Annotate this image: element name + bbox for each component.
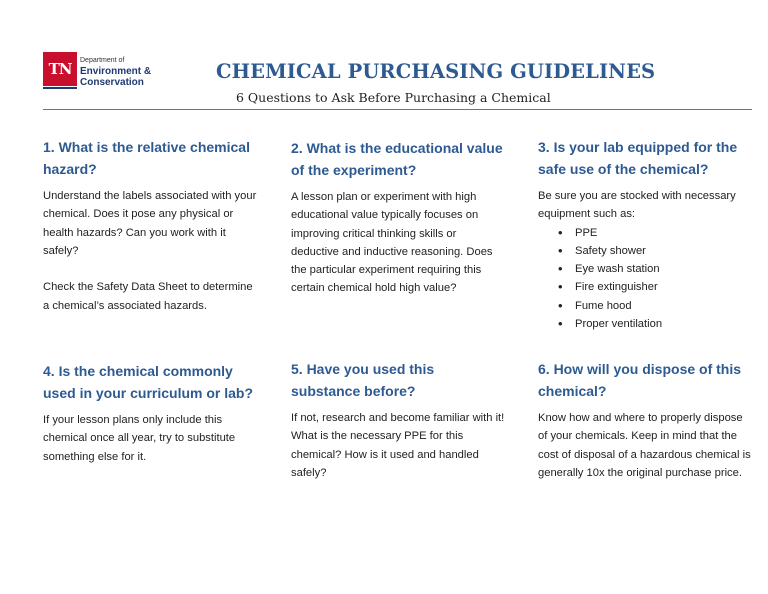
section-relative-hazard <box>43 137 258 315</box>
list-item: • Fire extinguisher <box>558 278 753 296</box>
section-text: Be sure you are stocked with necessary equipment such as: <box>538 190 736 221</box>
section-disposal <box>538 359 753 482</box>
list-item: • Eye wash station <box>558 260 753 278</box>
header-divider <box>43 109 752 110</box>
logo-conservation-text: Conservation <box>80 77 144 88</box>
section-text: Know how and where to properly dispose of your chemicals. Keep in mind that the cost of disposal of a hazardous chemical is generally 10x the original purchase price. <box>538 412 751 479</box>
section-heading: 6. How will you dispose of this chemical? <box>538 361 742 399</box>
logo-environment-text: Environment & <box>80 66 152 77</box>
section-heading: 1. What is the relative chemical hazard? <box>43 139 250 177</box>
section-used-before <box>291 359 506 482</box>
section-text: If your lesson plans only include this chemical once all year, try to substitute something else for it. <box>43 414 236 463</box>
logo-underline <box>43 87 77 89</box>
section-text: If not, research and become familiar with it! What is the necessary PPE for this chemical? How is it used and handled safely? <box>291 412 505 479</box>
list-item: • Safety shower <box>558 242 753 260</box>
section-text: Understand the labels associated with your chemical. Does it pose any physical or health hazards? Can you work with it safely? <box>43 190 257 257</box>
equipment-list <box>538 224 753 334</box>
section-text: A lesson plan or experiment with high educational value typically focuses on improving critical thinking skills or deductive and inductive reasoning. Does the particular experiment requiring this certain chemical hold high value? <box>291 191 493 295</box>
page-title: CHEMICAL PURCHASING GUIDELINES <box>216 60 656 83</box>
logo-department-text: Department of <box>80 57 125 64</box>
page-subtitle: 6 Questions to Ask Before Purchasing a Chemical <box>236 90 551 105</box>
section-heading: 5. Have you used this substance before? <box>291 361 435 399</box>
list-item: • Proper ventilation <box>558 315 753 333</box>
tdec-logo <box>43 52 163 90</box>
section-lab-equipment <box>538 137 753 333</box>
list-item: • Fume hood <box>558 297 753 315</box>
section-heading: 4. Is the chemical commonly used in your curriculum or lab? <box>43 363 254 401</box>
section-heading: 3. Is your lab equipped for the safe use of the chemical? <box>538 139 738 177</box>
section-heading: 2. What is the educational value of the experiment? <box>291 140 503 178</box>
section-educational-value <box>291 138 506 298</box>
list-item: • PPE <box>558 224 753 242</box>
section-common-use <box>43 361 258 466</box>
section-text: Check the Safety Data Sheet to determine a chemical’s associated hazards. <box>43 281 253 312</box>
tn-logo-mark: TN <box>43 52 77 86</box>
